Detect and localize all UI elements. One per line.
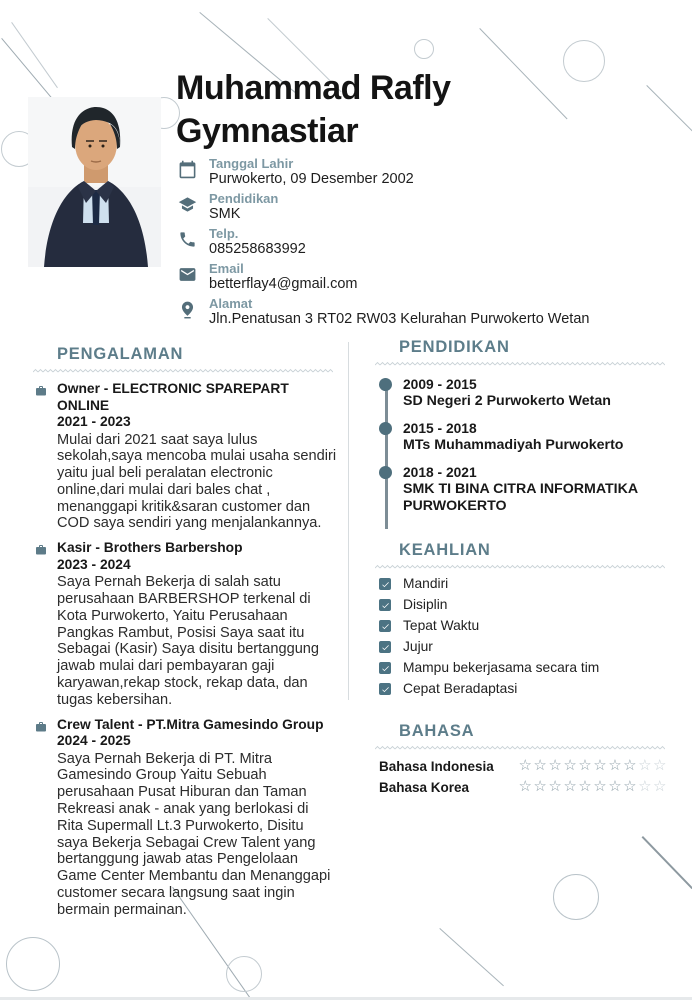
star-icon: ☆ bbox=[653, 778, 668, 795]
education-title: PENDIDIKAN bbox=[399, 338, 510, 356]
education-item bbox=[403, 376, 668, 410]
star-rating bbox=[518, 758, 668, 774]
education-years: 2018 - 2021 bbox=[403, 465, 477, 480]
skill-item bbox=[379, 661, 668, 675]
contact-row-email bbox=[178, 261, 648, 293]
education-item bbox=[403, 420, 668, 454]
star-icon: ☆ bbox=[638, 757, 654, 774]
checkbox-checked-icon bbox=[379, 683, 391, 695]
language-name: Bahasa Indonesia bbox=[379, 758, 494, 774]
wavy-divider bbox=[375, 564, 665, 569]
education-timeline bbox=[381, 376, 668, 515]
languages-title: BAHASA bbox=[399, 722, 475, 740]
star-icon: ☆ bbox=[548, 778, 564, 795]
language-name: Bahasa Korea bbox=[379, 779, 470, 795]
contact-label: Telp. bbox=[209, 226, 239, 241]
contact-row-education bbox=[178, 191, 648, 223]
checkbox-checked-icon bbox=[379, 620, 391, 632]
education-years: 2015 - 2018 bbox=[403, 421, 477, 436]
star-icon: ☆ bbox=[518, 778, 534, 795]
wavy-divider bbox=[375, 745, 665, 750]
languages-section bbox=[375, 722, 668, 795]
contact-label: Email bbox=[209, 261, 244, 276]
experience-role: Crew Talent - PT.Mitra Gamesindo Group bbox=[57, 716, 324, 732]
experience-role: Kasir - Brothers Barbershop bbox=[57, 540, 243, 556]
timeline-dot-icon bbox=[379, 378, 392, 391]
star-icon: ☆ bbox=[638, 778, 654, 795]
skill-label: Cepat Beradaptasi bbox=[403, 681, 518, 696]
timeline-dot-icon bbox=[379, 466, 392, 479]
education-item bbox=[403, 464, 668, 515]
skill-item bbox=[379, 577, 668, 591]
skill-label: Mampu bekerjasama secara tim bbox=[403, 660, 600, 675]
star-icon: ☆ bbox=[533, 778, 549, 795]
briefcase-icon bbox=[35, 543, 47, 555]
star-icon: ☆ bbox=[593, 757, 609, 774]
contact-label: Tanggal Lahir bbox=[209, 156, 294, 171]
star-icon: ☆ bbox=[623, 778, 639, 795]
star-rating bbox=[518, 779, 668, 795]
experience-item bbox=[33, 717, 335, 919]
star-icon: ☆ bbox=[563, 757, 579, 774]
star-icon: ☆ bbox=[533, 757, 549, 774]
checkbox-checked-icon bbox=[379, 599, 391, 611]
column-divider bbox=[348, 342, 349, 700]
timeline-dot-icon bbox=[379, 422, 392, 435]
decorative-circle bbox=[553, 874, 599, 920]
decorative-circle bbox=[414, 39, 434, 59]
education-school: SMK TI BINA CITRA INFORMATIKA PURWOKERTO bbox=[403, 481, 638, 514]
checkbox-checked-icon bbox=[379, 578, 391, 590]
calendar-icon bbox=[178, 160, 197, 179]
decorative-circle bbox=[226, 956, 262, 992]
contact-label: Alamat bbox=[209, 296, 253, 311]
experience-title: PENGALAMAN bbox=[57, 345, 184, 363]
language-item bbox=[379, 779, 668, 795]
contact-value: betterflay4@gmail.com bbox=[209, 276, 358, 292]
contact-value: Purwokerto, 09 Desember 2002 bbox=[209, 171, 414, 187]
star-icon: ☆ bbox=[593, 778, 609, 795]
star-icon: ☆ bbox=[578, 778, 594, 795]
contact-value: SMK bbox=[209, 206, 241, 222]
profile-photo bbox=[28, 97, 161, 267]
star-icon: ☆ bbox=[563, 778, 579, 795]
education-school: MTs Muhammadiyah Purwokerto bbox=[403, 437, 624, 453]
contact-row-address bbox=[178, 296, 648, 328]
skills-section bbox=[375, 541, 668, 696]
education-years: 2009 - 2015 bbox=[403, 377, 477, 392]
star-icon: ☆ bbox=[578, 757, 594, 774]
education-school: SD Negeri 2 Purwokerto Wetan bbox=[403, 393, 611, 409]
decorative-line bbox=[439, 928, 504, 986]
page-title: Muhammad Rafly Gymnastiar bbox=[176, 68, 451, 150]
experience-years: 2021 - 2023 bbox=[57, 414, 131, 429]
skill-label: Jujur bbox=[403, 639, 433, 654]
checkbox-checked-icon bbox=[379, 662, 391, 674]
briefcase-icon bbox=[35, 720, 47, 732]
contact-label: Pendidikan bbox=[209, 191, 279, 206]
experience-section bbox=[33, 345, 335, 927]
email-icon bbox=[178, 265, 197, 284]
education-section bbox=[375, 338, 668, 515]
wavy-divider bbox=[33, 368, 333, 373]
skill-item bbox=[379, 619, 668, 633]
contact-row-birthdate bbox=[178, 156, 648, 188]
experience-item bbox=[33, 381, 335, 532]
graduation-cap-icon bbox=[178, 195, 197, 214]
right-column bbox=[375, 338, 668, 800]
skill-label: Mandiri bbox=[403, 576, 449, 591]
timeline-rail bbox=[385, 384, 388, 529]
star-icon: ☆ bbox=[608, 778, 624, 795]
skill-item bbox=[379, 640, 668, 654]
star-icon: ☆ bbox=[623, 757, 639, 774]
decorative-line bbox=[646, 85, 692, 132]
experience-years: 2024 - 2025 bbox=[57, 733, 131, 749]
contact-block bbox=[178, 156, 648, 331]
skill-label: Disiplin bbox=[403, 597, 448, 612]
experience-years: 2023 - 2024 bbox=[57, 556, 131, 572]
contact-value: 085258683992 bbox=[209, 241, 306, 257]
wavy-divider bbox=[375, 361, 665, 366]
star-icon: ☆ bbox=[608, 757, 624, 774]
star-icon: ☆ bbox=[548, 757, 564, 774]
language-item bbox=[379, 758, 668, 774]
experience-role: Owner - ELECTRONIC SPAREPART ONLINE bbox=[57, 381, 289, 413]
skills-title: KEAHLIAN bbox=[399, 541, 491, 559]
briefcase-icon bbox=[35, 384, 47, 396]
location-pin-icon bbox=[178, 300, 197, 319]
contact-row-phone bbox=[178, 226, 648, 258]
decorative-circle bbox=[6, 937, 60, 991]
star-icon: ☆ bbox=[653, 757, 668, 774]
checkbox-checked-icon bbox=[379, 641, 391, 653]
experience-description: Saya Pernah Bekerja di salah satu perusahaan BARBERSHOP terkenal di Kota Purwokerto, Yaitu Perusahaan Pangkas Rambut, Posisi Saya saat itu Sebagai (Kasir) Saya disitu bertanggung jawab mulai dari pembayaran gaji karyawan,rekap stock, rekap data, dan tugas kebersihan. bbox=[57, 574, 320, 708]
skill-item bbox=[379, 598, 668, 612]
skill-label: Tepat Waktu bbox=[403, 618, 480, 633]
experience-item bbox=[33, 540, 335, 708]
star-icon: ☆ bbox=[518, 757, 534, 774]
contact-value: Jln.Penatusan 3 RT02 RW03 Kelurahan Purwokerto Wetan bbox=[209, 311, 590, 327]
experience-description: Saya Pernah Bekerja di PT. Mitra Gamesindo Group Yaitu Sebuah perusahaan Pusat Hiburan dan Taman Rekreasi anak - anak yang berlokasi di Rita Supermall Lt.3 Purwokerto, Disitu saya Bekerja Sebagai Crew Talent yang bertanggung jawab atas Pengelolaan Game Center Membantu dan Menanggapi customer secara langsung saat ingin bermain permainan. bbox=[57, 750, 331, 918]
decorative-line bbox=[642, 836, 692, 889]
phone-icon bbox=[178, 230, 197, 249]
skill-item bbox=[379, 682, 668, 696]
experience-description: Mulai dari 2021 saat saya lulus sekolah,saya mencoba mulai usaha sendiri yaitu jual beli peralatan electronic online,dari mulai dari bales chat , menanggapi kritik&saran customer dan COD saya sendiri yang menjalankannya. bbox=[57, 431, 337, 532]
